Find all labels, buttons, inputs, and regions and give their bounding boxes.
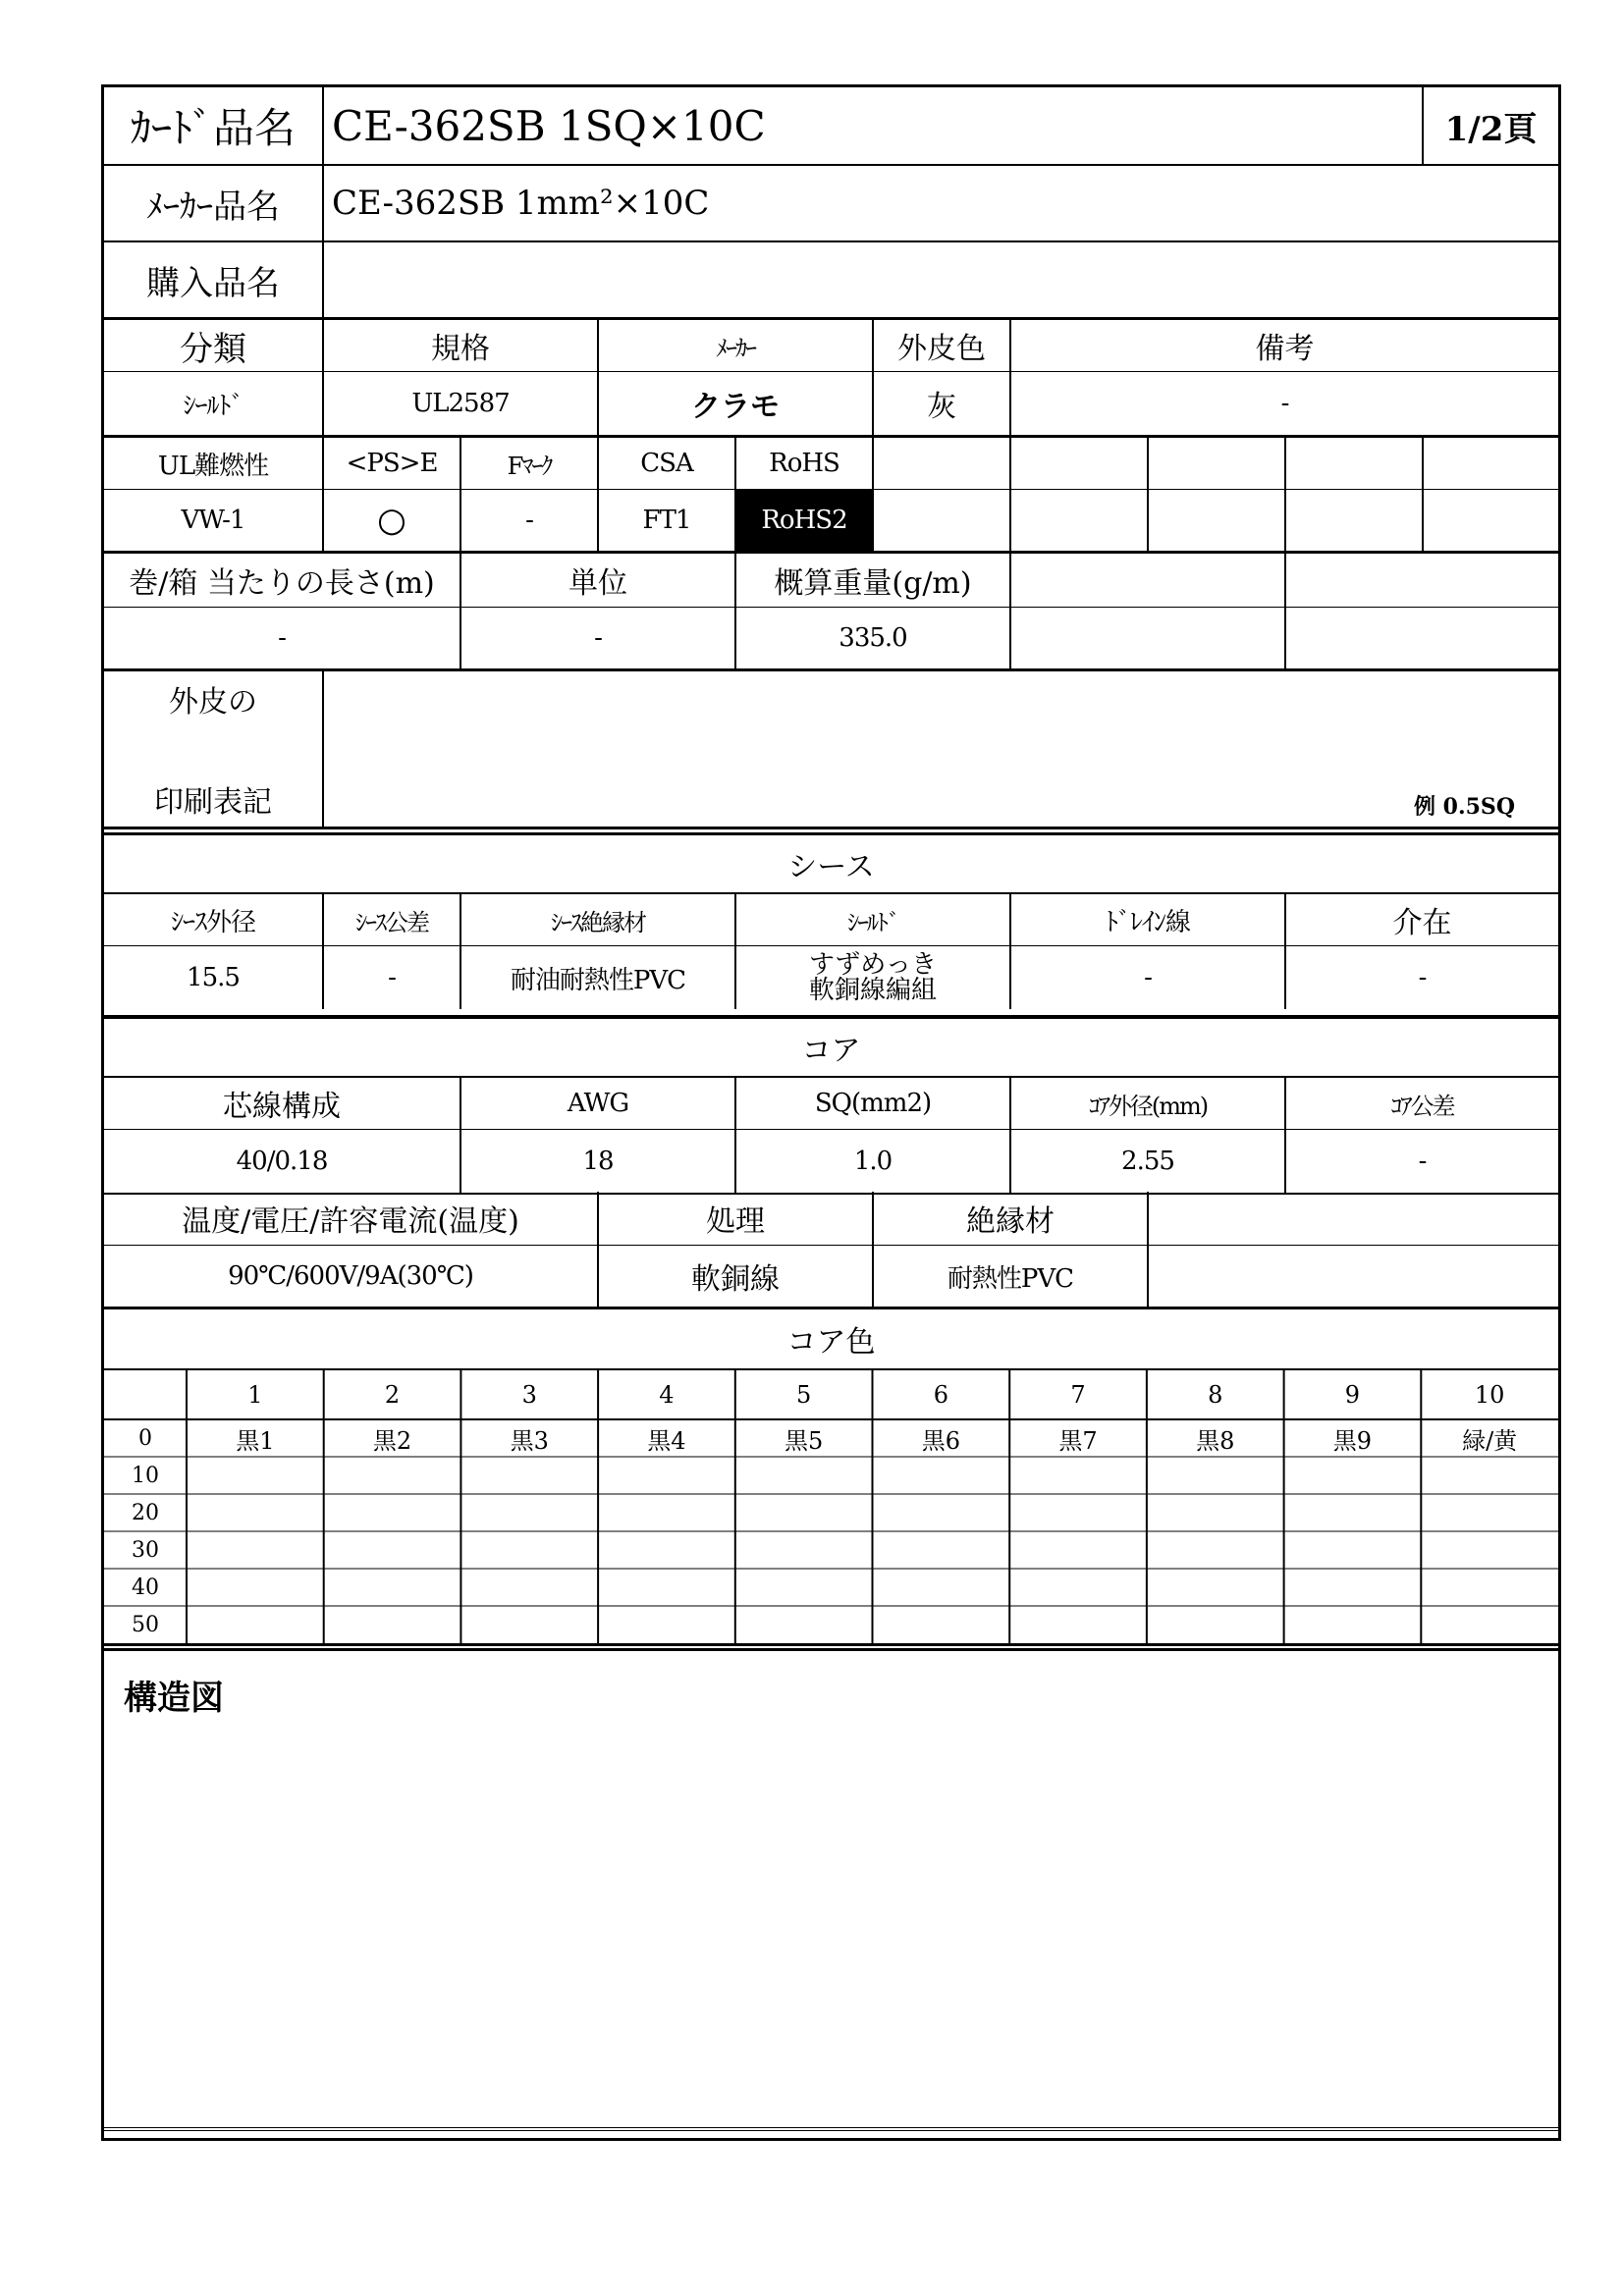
sheath-header-shield: ｼｰﾙﾄﾞ xyxy=(736,894,1011,945)
length-value-empty-2 xyxy=(1286,608,1558,668)
length-value-per-roll: - xyxy=(104,608,461,668)
core-value-od: 2.55 xyxy=(1011,1130,1286,1193)
core-color-col-header: 7 xyxy=(1070,1381,1086,1409)
flam-header-empty-5 xyxy=(1424,438,1558,489)
class-value-standard: UL2587 xyxy=(324,372,599,435)
ratings-header-treatment: 処理 xyxy=(599,1192,874,1245)
core-color-cell xyxy=(187,1606,324,1643)
core-color-cell xyxy=(873,1457,1010,1494)
core-color-cell xyxy=(735,1531,873,1569)
core-value-strand: 40/0.18 xyxy=(104,1130,461,1193)
flam-header-empty-2 xyxy=(1011,438,1149,489)
length-value-weight: 335.0 xyxy=(736,608,1011,668)
core-color-col-header: 9 xyxy=(1344,1381,1361,1409)
core-color-cell xyxy=(1009,1606,1147,1643)
core-color-cell xyxy=(1284,1606,1422,1643)
core-block xyxy=(104,1016,1558,1195)
core-title: コア xyxy=(801,1034,861,1068)
flam-value-pse: ○ xyxy=(324,490,461,551)
purchase-name-row xyxy=(104,242,1558,320)
core-color-cell xyxy=(1009,1569,1147,1606)
printing-block xyxy=(104,671,1558,829)
core-header-strand: 芯線構成 xyxy=(104,1078,461,1129)
class-header-standard: 規格 xyxy=(324,320,599,371)
printing-example: 例 0.5SQ xyxy=(1414,794,1515,820)
core-header-od: ｺｱ外径(mm) xyxy=(1011,1078,1286,1129)
structure-block xyxy=(104,1648,1558,2131)
core-color-cell: 緑/黄 xyxy=(1462,1426,1518,1455)
core-color-cell xyxy=(324,1494,461,1531)
card-name-row xyxy=(104,87,1558,166)
purchase-name-value xyxy=(324,242,1558,317)
core-color-cell: 黒5 xyxy=(785,1426,824,1455)
flammability-block xyxy=(104,438,1558,554)
core-color-cell: 黒2 xyxy=(372,1426,412,1455)
core-color-cell xyxy=(324,1457,461,1494)
core-color-cell xyxy=(187,1569,324,1606)
class-value-maker: クラモ xyxy=(599,372,874,435)
ratings-value-temp: 90℃/600V/9A(30℃) xyxy=(104,1246,599,1307)
core-color-cell xyxy=(873,1494,1010,1531)
flam-header-rohs: RoHS xyxy=(736,438,874,489)
flam-header-pse: <PS>E xyxy=(324,438,461,489)
core-color-cell xyxy=(1147,1569,1284,1606)
core-color-cell: 黒7 xyxy=(1058,1426,1098,1455)
core-color-row-label: 40 xyxy=(132,1575,159,1600)
sheath-value-drain: - xyxy=(1011,946,1286,1009)
maker-name-row xyxy=(104,166,1558,242)
core-color-cell xyxy=(460,1531,598,1569)
core-color-cell xyxy=(1421,1606,1558,1643)
length-header-weight: 概算重量(g/m) xyxy=(736,554,1011,607)
core-color-cell: 黒6 xyxy=(921,1426,960,1455)
core-color-cell: 黒9 xyxy=(1332,1426,1373,1455)
ratings-header-insulation: 絶縁材 xyxy=(874,1192,1149,1245)
ratings-value-empty xyxy=(1149,1246,1558,1307)
maker-name-label: ﾒｰｶｰ品名 xyxy=(104,166,324,240)
core-color-cell xyxy=(460,1606,598,1643)
core-color-col-header: 10 xyxy=(1474,1381,1505,1409)
class-value-category: ｼｰﾙﾄﾞ xyxy=(104,372,324,435)
core-color-cell xyxy=(1284,1569,1422,1606)
printing-value xyxy=(324,671,1558,827)
core-color-row-label: 50 xyxy=(132,1612,159,1637)
structure-title: 構造図 xyxy=(124,1679,224,1718)
sheath-title: シース xyxy=(787,850,875,884)
maker-name-value: CE-362SB 1mm²×10C xyxy=(332,184,710,223)
core-color-cell xyxy=(1284,1494,1422,1531)
flam-value-csa: FT1 xyxy=(599,490,736,551)
core-color-cell xyxy=(187,1494,324,1531)
core-color-cell xyxy=(324,1531,461,1569)
core-color-cell xyxy=(324,1606,461,1643)
core-color-row-label: 0 xyxy=(138,1425,152,1451)
ratings-value-treatment: 軟銅線 xyxy=(599,1246,874,1307)
length-value-unit: - xyxy=(461,608,736,668)
core-color-cell xyxy=(460,1494,598,1531)
core-header-sq: SQ(mm2) xyxy=(736,1078,1011,1129)
length-block xyxy=(104,554,1558,671)
core-color-row-label: 30 xyxy=(132,1537,159,1563)
core-color-col-header: 8 xyxy=(1208,1381,1223,1409)
sheath-value-od: 15.5 xyxy=(104,946,324,1009)
core-color-cell xyxy=(598,1569,735,1606)
core-color-cell: 黒1 xyxy=(236,1426,275,1455)
core-color-cell xyxy=(735,1494,873,1531)
core-color-cell xyxy=(187,1457,324,1494)
spec-sheet xyxy=(101,84,1561,2141)
core-color-grid xyxy=(104,1370,1558,1646)
class-header-maker: ﾒｰｶｰ xyxy=(599,320,874,371)
sheath-header-tolerance: ｼｰｽ公差 xyxy=(324,894,461,945)
classification-block xyxy=(104,320,1558,438)
core-color-cell xyxy=(598,1494,735,1531)
length-header-unit: 単位 xyxy=(461,554,736,607)
sheath-header-filler: 介在 xyxy=(1392,906,1452,940)
class-value-color: 灰 xyxy=(874,372,1011,435)
core-color-block xyxy=(104,1309,1558,1370)
flam-header-fmark: Fﾏｰｸ xyxy=(461,438,599,489)
sheath-header-insulation: ｼｰｽ絶縁材 xyxy=(461,894,736,945)
ratings-block xyxy=(104,1192,1558,1309)
core-color-col-header: 2 xyxy=(384,1381,401,1409)
core-header-awg: AWG xyxy=(461,1078,736,1129)
length-value-empty-1 xyxy=(1011,608,1286,668)
page-number: 1/2頁 xyxy=(1444,109,1538,149)
printing-label-line1: 外皮の xyxy=(169,685,257,720)
class-value-remarks: - xyxy=(1280,389,1289,418)
sheath-value-filler: - xyxy=(1418,963,1427,992)
core-color-cell: 黒4 xyxy=(647,1426,686,1455)
flam-value-rohs: RoHS2 xyxy=(736,490,874,551)
flam-header-empty-1 xyxy=(874,438,1011,489)
card-name-label: ｶｰﾄﾞ品名 xyxy=(104,87,324,164)
flam-value-empty-3 xyxy=(1149,490,1286,551)
flam-value-fmark: - xyxy=(461,490,599,551)
core-color-col-header: 4 xyxy=(659,1381,675,1409)
core-color-row-label: 20 xyxy=(132,1500,159,1525)
core-header-tolerance: ｺｱ公差 xyxy=(1390,1092,1454,1120)
sheath-value-insulation: 耐油耐熱性PVC xyxy=(461,946,736,1009)
ratings-value-insulation: 耐熱性PVC xyxy=(874,1246,1149,1307)
core-color-cell xyxy=(598,1531,735,1569)
core-color-cell xyxy=(873,1569,1010,1606)
core-color-cell xyxy=(187,1531,324,1569)
core-color-cell xyxy=(735,1457,873,1494)
flam-value-empty-5 xyxy=(1424,490,1558,551)
core-color-title: コア色 xyxy=(786,1325,876,1360)
core-color-cell xyxy=(460,1569,598,1606)
flam-value-empty-1 xyxy=(874,490,1011,551)
core-value-sq: 1.0 xyxy=(736,1130,1011,1193)
length-header-per-roll: 巻/箱 当たりの長さ(m) xyxy=(104,554,461,607)
core-color-col-header: 6 xyxy=(933,1381,948,1409)
flam-header-csa: CSA xyxy=(599,438,736,489)
flam-value-empty-4 xyxy=(1286,490,1424,551)
sheath-value-tolerance: - xyxy=(324,946,461,1009)
ratings-header-empty xyxy=(1149,1192,1558,1245)
class-header-category: 分類 xyxy=(104,320,324,371)
core-color-cell: 黒3 xyxy=(510,1426,549,1455)
flam-header-empty-3 xyxy=(1149,438,1286,489)
ratings-header-temp: 温度/電圧/許容電流(温度) xyxy=(104,1192,599,1245)
core-color-cell xyxy=(1147,1494,1284,1531)
flam-value-empty-2 xyxy=(1011,490,1149,551)
core-color-cell xyxy=(1147,1531,1284,1569)
core-color-col-header: 5 xyxy=(796,1381,812,1409)
core-color-cell xyxy=(735,1569,873,1606)
core-color-cell xyxy=(1421,1494,1558,1531)
core-value-awg: 18 xyxy=(461,1130,736,1193)
printing-label-line2: 印刷表記 xyxy=(154,785,272,820)
core-color-cell: 黒8 xyxy=(1196,1426,1235,1455)
core-color-row-label: 10 xyxy=(132,1463,159,1488)
purchase-name-label: 購入品名 xyxy=(104,242,324,317)
core-color-col-header: 3 xyxy=(521,1381,537,1409)
core-color-cell xyxy=(1009,1531,1147,1569)
flam-header-ul: UL難燃性 xyxy=(104,438,324,489)
core-color-cell xyxy=(1009,1457,1147,1494)
length-header-empty-2 xyxy=(1286,554,1558,607)
core-color-col-header: 1 xyxy=(247,1381,263,1409)
core-color-cell xyxy=(735,1606,873,1643)
core-color-cell xyxy=(873,1531,1010,1569)
core-color-cell xyxy=(460,1457,598,1494)
core-color-cell xyxy=(1284,1457,1422,1494)
core-color-cell xyxy=(598,1606,735,1643)
flam-value-ul: VW-1 xyxy=(104,490,324,551)
core-value-tolerance: - xyxy=(1418,1147,1427,1176)
core-color-cell xyxy=(873,1606,1010,1643)
sheath-value-shield-line2: 軟銅線編組 xyxy=(808,976,937,1005)
sheath-value-shield-line1: すずめっき xyxy=(808,950,937,980)
sheath-header-drain: ﾄﾞﾚｲﾝ線 xyxy=(1011,894,1286,945)
class-header-color: 外皮色 xyxy=(874,320,1011,371)
core-color-cell xyxy=(598,1457,735,1494)
core-color-cell xyxy=(1421,1531,1558,1569)
length-header-empty-1 xyxy=(1011,554,1286,607)
class-header-remarks: 備考 xyxy=(1255,332,1315,366)
core-color-cell xyxy=(324,1569,461,1606)
card-name-value: CE-362SB 1SQ×10C xyxy=(324,87,1424,164)
core-color-cell xyxy=(1421,1569,1558,1606)
sheath-block xyxy=(104,832,1558,1018)
sheath-value-shield xyxy=(736,946,1011,1009)
printing-label xyxy=(104,671,324,827)
core-color-cell xyxy=(1147,1606,1284,1643)
core-color-cell xyxy=(1284,1531,1422,1569)
core-color-cell xyxy=(1009,1494,1147,1531)
flam-header-empty-4 xyxy=(1286,438,1424,489)
sheath-header-od: ｼｰｽ外径 xyxy=(104,894,324,945)
core-color-cell xyxy=(1147,1457,1284,1494)
core-color-cell xyxy=(1421,1457,1558,1494)
